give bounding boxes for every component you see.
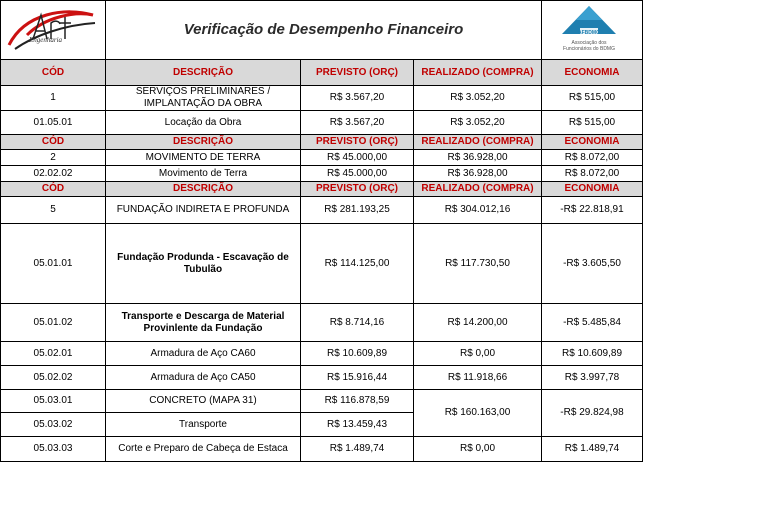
cell-realizado-merged: R$ 160.163,00 [414, 390, 542, 437]
page-title: Verificação de Desempenho Financeiro [106, 1, 542, 60]
cell-descricao: Armadura de Aço CA60 [106, 342, 301, 366]
cell-cod: 5 [1, 197, 106, 224]
col-header-previsto: PREVISTO (ORÇ) [301, 182, 414, 197]
cell-realizado: R$ 14.200,00 [414, 304, 542, 342]
summary-row [1, 197, 643, 224]
cell-previsto: R$ 45.000,00 [301, 150, 414, 166]
title-row [1, 1, 643, 60]
cell-cod: 05.01.02 [1, 304, 106, 342]
cell-descricao: MOVIMENTO DE TERRA [106, 150, 301, 166]
cell-cod: 02.02.02 [1, 166, 106, 182]
cell-previsto: R$ 8.714,16 [301, 304, 414, 342]
cell-previsto: R$ 1.489,74 [301, 437, 414, 462]
cell-economia: R$ 1.489,74 [542, 437, 643, 462]
cell-economia: R$ 8.072,00 [542, 166, 643, 182]
cell-descricao: Fundação Produnda - Escavação de Tubulão [106, 224, 301, 304]
table-row [1, 390, 643, 413]
col-header-realizado: REALIZADO (COMPRA) [414, 60, 542, 86]
table-row [1, 111, 643, 135]
cell-cod: 01.05.01 [1, 111, 106, 135]
cell-realizado: R$ 304.012,16 [414, 197, 542, 224]
cell-descricao: Transporte [106, 413, 301, 437]
cell-economia: R$ 8.072,00 [542, 150, 643, 166]
column-header-row [1, 182, 643, 197]
cell-economia: R$ 515,00 [542, 86, 643, 111]
table-row [1, 224, 643, 304]
cell-realizado: R$ 0,00 [414, 437, 542, 462]
cell-economia: R$ 3.997,78 [542, 366, 643, 390]
col-header-realizado: REALIZADO (COMPRA) [414, 135, 542, 150]
cell-cod: 2 [1, 150, 106, 166]
col-header-economia: ECONOMIA [542, 135, 643, 150]
cell-descricao: Corte e Preparo de Cabeça de Estaca [106, 437, 301, 462]
cell-descricao: CONCRETO (MAPA 31) [106, 390, 301, 413]
logo-mark-text: AFBDMG [578, 30, 600, 36]
cell-realizado: R$ 0,00 [414, 342, 542, 366]
cell-descricao: Locação da Obra [106, 111, 301, 135]
afbdmg-logo [546, 4, 632, 56]
table-row [1, 366, 643, 390]
cell-cod: 05.01.01 [1, 224, 106, 304]
cell-previsto: R$ 114.125,00 [301, 224, 414, 304]
table-row [1, 304, 643, 342]
cell-descricao: Movimento de Terra [106, 166, 301, 182]
col-header-cod: CÓD [1, 182, 106, 197]
cell-previsto: R$ 10.609,89 [301, 342, 414, 366]
cell-descricao: FUNDAÇÃO INDIRETA E PROFUNDA [106, 197, 301, 224]
col-header-descricao: DESCRIÇÃO [106, 182, 301, 197]
cell-cod: 05.02.02 [1, 366, 106, 390]
cell-cod: 05.02.01 [1, 342, 106, 366]
cell-previsto: R$ 15.916,44 [301, 366, 414, 390]
cell-previsto: R$ 3.567,20 [301, 86, 414, 111]
table-row [1, 166, 643, 182]
cell-realizado: R$ 3.052,20 [414, 86, 542, 111]
summary-row [1, 86, 643, 111]
cell-previsto: R$ 281.193,25 [301, 197, 414, 224]
cell-realizado: R$ 117.730,50 [414, 224, 542, 304]
col-header-previsto: PREVISTO (ORÇ) [301, 60, 414, 86]
cell-cod: 05.03.02 [1, 413, 106, 437]
cell-cod: 05.03.03 [1, 437, 106, 462]
col-header-cod: CÓD [1, 135, 106, 150]
cell-realizado: R$ 3.052,20 [414, 111, 542, 135]
company-logo-cell [1, 1, 106, 60]
col-header-economia: ECONOMIA [542, 60, 643, 86]
cell-descricao: Armadura de Aço CA50 [106, 366, 301, 390]
cell-cod: 1 [1, 86, 106, 111]
table-row [1, 437, 643, 462]
cell-economia: -R$ 3.605,50 [542, 224, 643, 304]
cell-realizado: R$ 36.928,00 [414, 150, 542, 166]
cell-cod: 05.03.01 [1, 390, 106, 413]
logo-line-2: Funcionários do BDMG [563, 46, 615, 52]
cell-realizado: R$ 36.928,00 [414, 166, 542, 182]
col-header-economia: ECONOMIA [542, 182, 643, 197]
col-header-realizado: REALIZADO (COMPRA) [414, 182, 542, 197]
cell-descricao: SERVIÇOS PRELIMINARES / IMPLANTAÇÃO DA OBRA [106, 86, 301, 111]
cell-economia: -R$ 22.818,91 [542, 197, 643, 224]
col-header-descricao: DESCRIÇÃO [106, 135, 301, 150]
column-header-row [1, 135, 643, 150]
col-header-previsto: PREVISTO (ORÇ) [301, 135, 414, 150]
cell-previsto: R$ 45.000,00 [301, 166, 414, 182]
table-row [1, 342, 643, 366]
logo-word: Engenharia [29, 36, 63, 44]
cell-economia-merged: -R$ 29.824,98 [542, 390, 643, 437]
summary-row [1, 150, 643, 166]
cell-economia: R$ 515,00 [542, 111, 643, 135]
logo-line-1: Associação dos [571, 40, 607, 46]
cell-descricao: Transporte e Descarga de Material Provinlente da Fundação [106, 304, 301, 342]
cell-economia: -R$ 5.485,84 [542, 304, 643, 342]
association-logo-cell [542, 1, 643, 60]
cell-economia: R$ 10.609,89 [542, 342, 643, 366]
col-header-cod: CÓD [1, 60, 106, 86]
art-engenharia-logo [5, 5, 97, 51]
cell-realizado: R$ 11.918,66 [414, 366, 542, 390]
column-header-row [1, 60, 643, 86]
cell-previsto: R$ 116.878,59 [301, 390, 414, 413]
col-header-descricao: DESCRIÇÃO [106, 60, 301, 86]
cell-previsto: R$ 13.459,43 [301, 413, 414, 437]
cell-previsto: R$ 3.567,20 [301, 111, 414, 135]
